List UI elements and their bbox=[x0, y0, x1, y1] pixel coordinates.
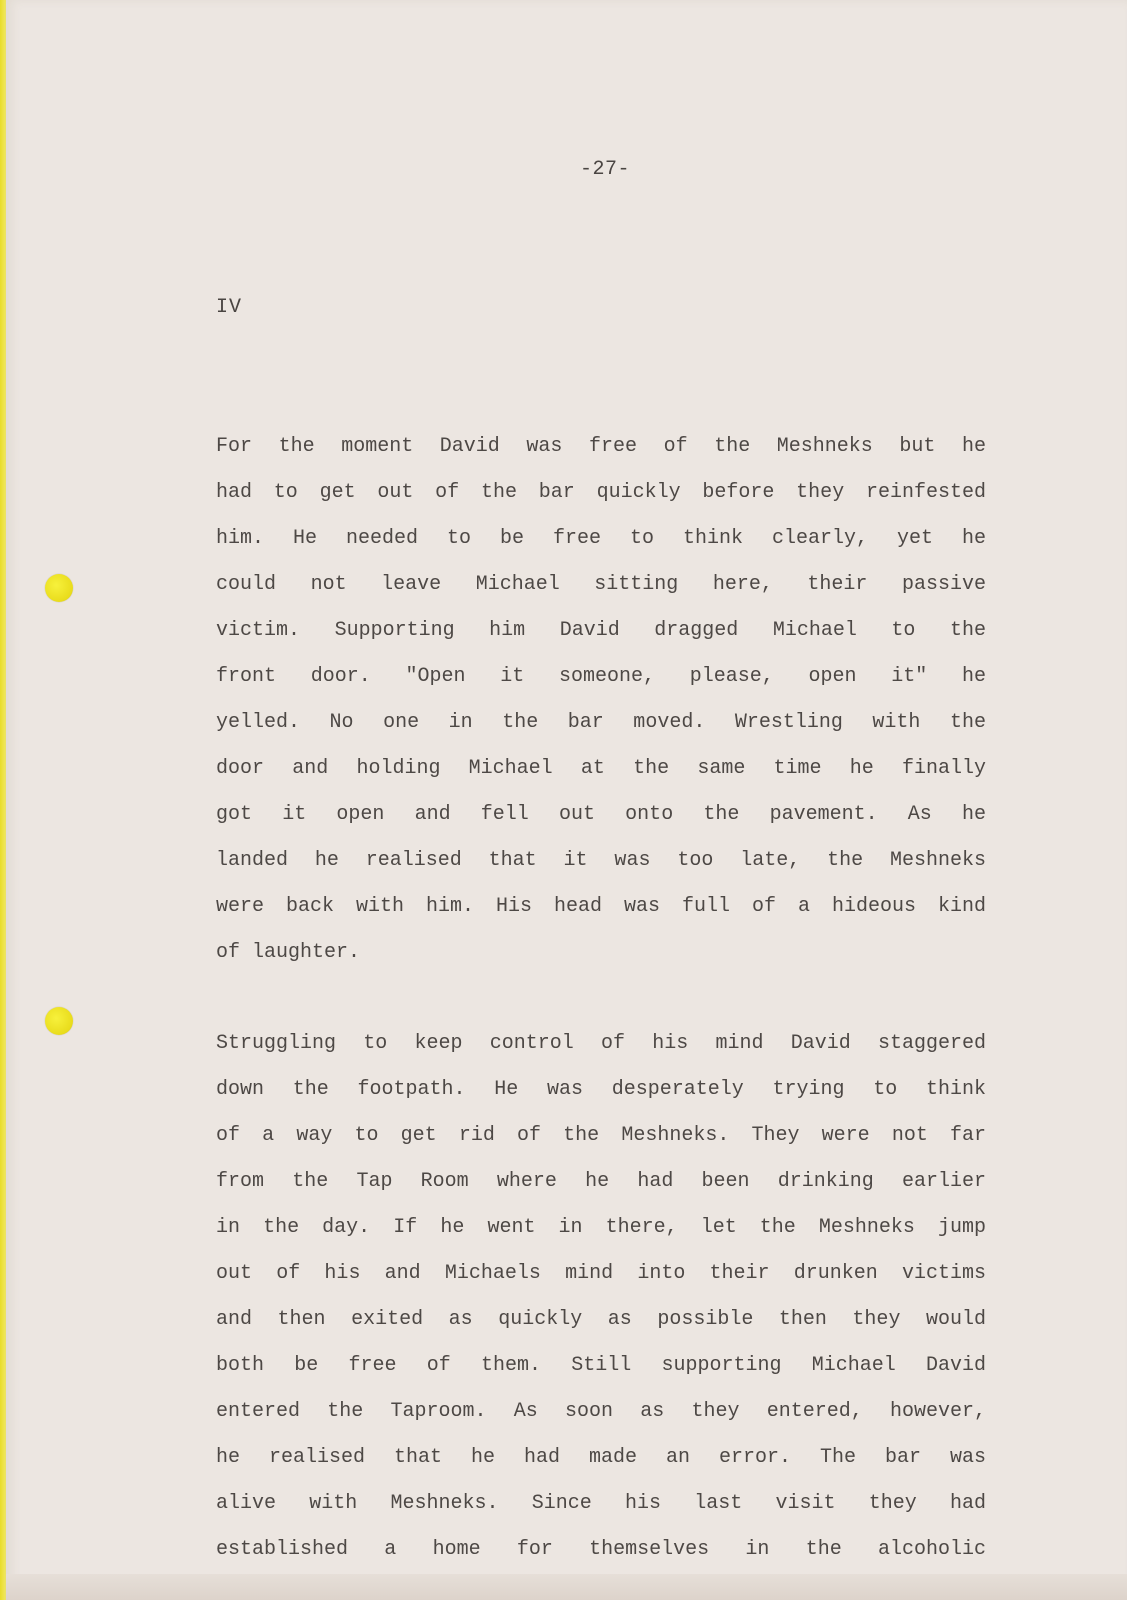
text-line: landed he realised that it was too late, the Meshneks bbox=[216, 849, 986, 872]
text-line: him. He needed to be free to think clearly, yet he bbox=[216, 527, 986, 550]
text-line: victim. Supporting him David dragged Michael to the bbox=[216, 619, 986, 642]
text-line: yelled. No one in the bar moved. Wrestling with the bbox=[216, 711, 986, 734]
section-heading: IV bbox=[216, 296, 243, 319]
text-line: of laughter. bbox=[216, 941, 361, 964]
text-line: front door. "Open it someone, please, open it" he bbox=[216, 665, 986, 688]
text-line: and then exited as quickly as possible then they would bbox=[216, 1308, 986, 1331]
page-bottom-edge bbox=[6, 1574, 1127, 1600]
text-line: alive with Meshneks. Since his last visit they had bbox=[216, 1492, 986, 1515]
paragraph bbox=[216, 424, 986, 976]
page-number: -27- bbox=[579, 158, 630, 181]
text-line: down the footpath. He was desperately trying to think bbox=[216, 1078, 986, 1101]
text-line: he realised that he had made an error. The bar was bbox=[216, 1446, 986, 1469]
text-line: were back with him. His head was full of a hideous kind bbox=[216, 895, 986, 918]
text-line: both be free of them. Still supporting Michael David bbox=[216, 1354, 986, 1377]
paragraph bbox=[216, 1021, 986, 1573]
text-line: established a home for themselves in the alcoholic bbox=[216, 1538, 986, 1561]
text-line: had to get out of the bar quickly before they reinfested bbox=[216, 481, 986, 504]
text-line: For the moment David was free of the Meshneks but he bbox=[216, 435, 986, 458]
text-line: out of his and Michaels mind into their drunken victims bbox=[216, 1262, 986, 1285]
text-line: in the day. If he went in there, let the Meshneks jump bbox=[216, 1216, 986, 1239]
punch-hole bbox=[45, 574, 73, 602]
punch-hole bbox=[45, 1007, 73, 1035]
text-line: door and holding Michael at the same time he finally bbox=[216, 757, 986, 780]
text-line: got it open and fell out onto the pavement. As he bbox=[216, 803, 986, 826]
text-line: Struggling to keep control of his mind David staggered bbox=[216, 1032, 986, 1055]
text-line: entered the Taproom. As soon as they entered, however, bbox=[216, 1400, 986, 1423]
text-line: could not leave Michael sitting here, their passive bbox=[216, 573, 986, 596]
text-line: of a way to get rid of the Meshneks. They were not far bbox=[216, 1124, 986, 1147]
text-line: from the Tap Room where he had been drinking earlier bbox=[216, 1170, 986, 1193]
